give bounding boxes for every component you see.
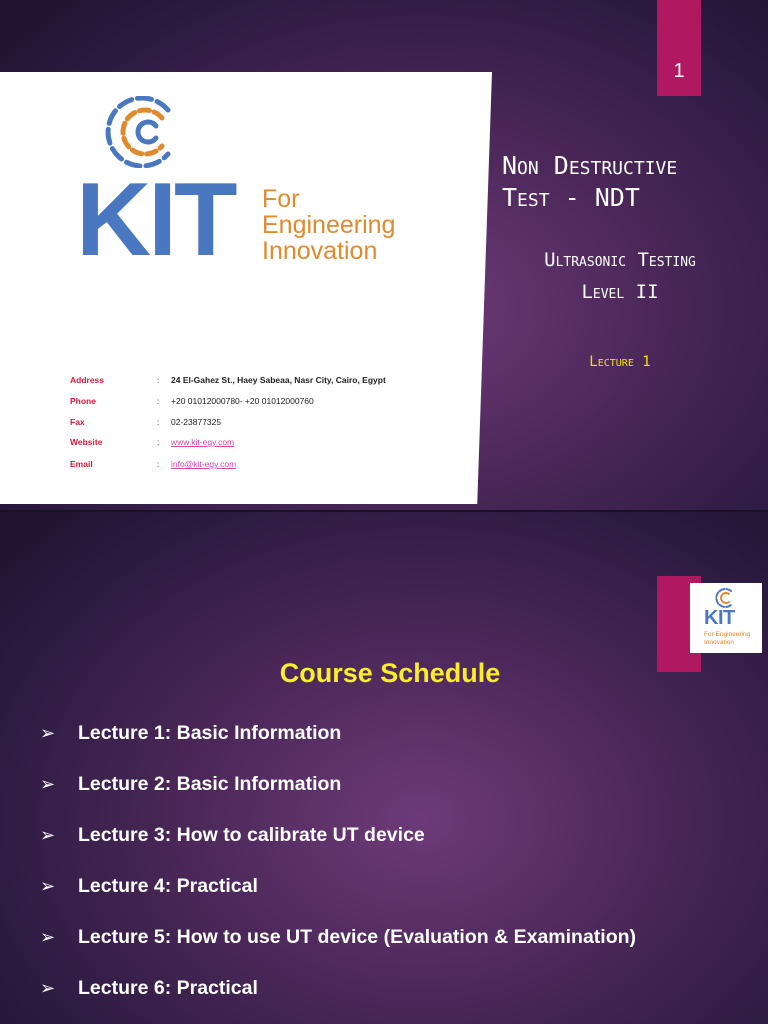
contact-label: Address <box>70 375 105 385</box>
contact-value: +20 01012000780- +20 01012000760 <box>171 396 314 406</box>
kit-logo-tagline <box>262 186 395 264</box>
kit-logo-text: KIT <box>76 162 235 278</box>
tagline-line: Engineering <box>262 211 396 239</box>
contact-colon: : <box>157 437 160 447</box>
contact-colon: : <box>157 459 160 469</box>
website-link[interactable]: www.kit-egy.com <box>171 437 235 447</box>
title-line: Non Destructive <box>502 151 678 180</box>
list-item <box>40 975 636 1024</box>
list-item <box>40 924 636 975</box>
email-link[interactable]: info@kit-egy.com <box>171 459 237 469</box>
list-item <box>40 873 636 924</box>
slide-title <box>502 150 677 214</box>
list-item-text: Lecture 4: Practical <box>78 875 258 897</box>
mini-kit-tagline <box>704 631 750 646</box>
contact-colon: : <box>157 417 160 427</box>
contact-value: 24 El-Gahez St., Haey Sabeaa, Nasr City, Cairo, Egypt <box>171 375 386 385</box>
subtitle-line: Level II <box>581 281 659 303</box>
list-item-text: Lecture 6: Practical <box>78 977 258 999</box>
arrow-bullet-icon: ➢ <box>40 723 56 743</box>
page-number: 1 <box>673 60 685 82</box>
arrow-bullet-icon: ➢ <box>40 774 56 794</box>
lecture-label: Lecture 1 <box>589 354 651 370</box>
contact-label: Website <box>70 437 103 447</box>
contact-label: Phone <box>70 396 96 406</box>
list-item-text: Lecture 5: How to use UT device (Evaluation & Examination) <box>78 926 637 948</box>
contact-colon: : <box>157 396 160 406</box>
mini-logo <box>690 583 762 653</box>
slide-subtitle <box>500 244 740 308</box>
tagline-line: Innovation <box>262 237 378 265</box>
schedule-list <box>40 720 636 1024</box>
contact-colon: : <box>157 375 160 385</box>
mini-kit-text: KIT <box>704 607 735 629</box>
list-item <box>40 822 636 873</box>
schedule-title: Course Schedule <box>279 658 501 688</box>
contact-label: Fax <box>70 417 85 427</box>
list-item-text: Lecture 1: Basic Information <box>78 722 342 744</box>
list-item <box>40 720 636 771</box>
kit-logo-icon <box>76 96 196 168</box>
tagline-line: Innovation <box>704 638 734 646</box>
arrow-bullet-icon: ➢ <box>40 876 56 896</box>
contact-value: 02-23877325 <box>171 417 222 427</box>
subtitle-line: Ultrasonic Testing <box>544 249 696 271</box>
tagline-line: For Engineering <box>704 631 751 638</box>
tagline-line: For <box>262 185 300 213</box>
schedule-slide <box>0 512 768 1024</box>
mini-kit-logo-icon <box>714 588 736 608</box>
list-item-text: Lecture 2: Basic Information <box>78 773 342 795</box>
arrow-bullet-icon: ➢ <box>40 825 56 845</box>
list-item <box>40 771 636 822</box>
list-item-text: Lecture 3: How to calibrate UT device <box>78 824 425 846</box>
contact-label: Email <box>70 459 93 469</box>
title-line: Test - NDT <box>502 183 640 212</box>
arrow-bullet-icon: ➢ <box>40 927 56 947</box>
arrow-bullet-icon: ➢ <box>40 978 56 998</box>
